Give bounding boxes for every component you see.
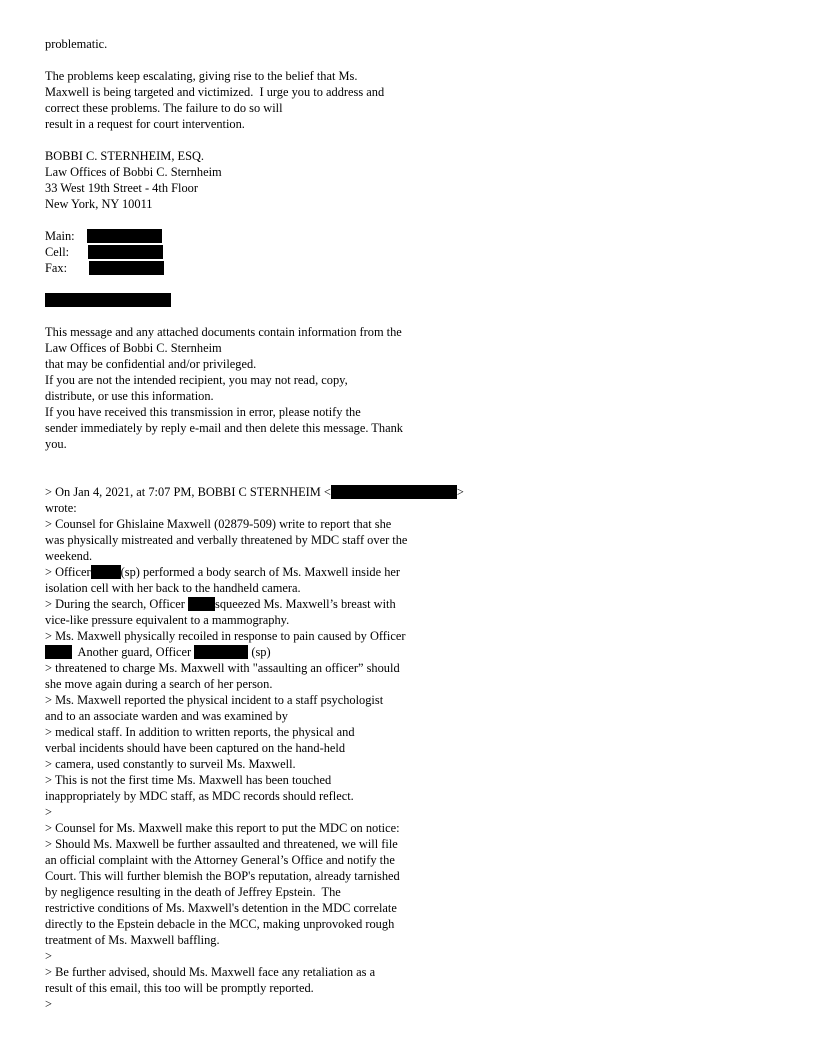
- intro-line: The problems keep escalating, giving rise to the belief that Ms.: [45, 69, 358, 83]
- redaction-box: [87, 229, 162, 243]
- cell-phone-label: Cell:: [45, 245, 70, 259]
- quoted-line: an official complaint with the Attorney General’s Office and notify the: [45, 853, 395, 867]
- quoted-line: [45, 596, 785, 612]
- quoted-line: > This is not the first time Ms. Maxwell has been touched: [45, 773, 332, 787]
- quoted-line: > Should Ms. Maxwell be further assaulted and threatened, we will file: [45, 837, 398, 851]
- email-document: [45, 36, 785, 1012]
- disclaimer-line: If you are not the intended recipient, you may not read, copy,: [45, 373, 348, 387]
- signature-name: BOBBI C. STERNHEIM, ESQ.: [45, 149, 205, 163]
- intro-line: problematic.: [45, 37, 108, 51]
- redaction-box: [331, 485, 457, 499]
- quoted-line: >: [45, 805, 52, 819]
- cell-phone-row: [45, 244, 785, 260]
- quoted-line: > threatened to charge Ms. Maxwell with "assaulting an officer” should: [45, 661, 400, 675]
- quoted-line: >: [45, 997, 52, 1011]
- disclaimer-line: you.: [45, 437, 67, 451]
- redaction-box: [188, 597, 215, 611]
- quoted-line: > Ms. Maxwell physically recoiled in response to pain caused by Officer: [45, 629, 406, 643]
- quoted-header-text: > On Jan 4, 2021, at 7:07 PM, BOBBI C STERNHEIM <: [45, 485, 331, 499]
- quoted-line: inappropriately by MDC staff, as MDC records should reflect.: [45, 789, 354, 803]
- quoted-line: result of this email, this too will be promptly reported.: [45, 981, 314, 995]
- quoted-text: > During the search, Officer: [45, 597, 189, 611]
- quoted-line: weekend.: [45, 549, 93, 563]
- fax-row: [45, 260, 785, 276]
- quoted-line: was physically mistreated and verbally threatened by MDC staff over the: [45, 533, 408, 547]
- quoted-text: (sp) performed a body search of Ms. Maxwell inside her: [120, 565, 401, 579]
- email-redaction-row: [45, 292, 785, 308]
- quoted-line: verbal incidents should have been captured on the hand-held: [45, 741, 346, 755]
- disclaimer-line: distribute, or use this information.: [45, 389, 214, 403]
- disclaimer-line: Law Offices of Bobbi C. Sternheim: [45, 341, 222, 355]
- intro-line: Maxwell is being targeted and victimized. I urge you to address and: [45, 85, 385, 99]
- quoted-line: > Ms. Maxwell reported the physical incident to a staff psychologist: [45, 693, 384, 707]
- quoted-line: treatment of Ms. Maxwell baffling.: [45, 933, 220, 947]
- redaction-box: [89, 261, 164, 275]
- quoted-line: > Counsel for Ghislaine Maxwell (02879-509) write to report that she: [45, 517, 392, 531]
- quoted-line: Court. This will further blemish the BOP's reputation, already tarnished: [45, 869, 400, 883]
- quoted-line: > Counsel for Ms. Maxwell make this report to put the MDC on notice:: [45, 821, 400, 835]
- redaction-box: [88, 245, 163, 259]
- disclaimer-line: sender immediately by reply e-mail and then delete this message. Thank: [45, 421, 403, 435]
- quoted-line: >: [45, 949, 52, 963]
- disclaimer-line: If you have received this transmission in error, please notify the: [45, 405, 361, 419]
- quoted-line: [45, 644, 785, 660]
- quoted-line: directly to the Epstein debacle in the MCC, making unprovoked rough: [45, 917, 395, 931]
- fax-label: Fax:: [45, 261, 68, 275]
- quoted-line: > Be further advised, should Ms. Maxwell face any retaliation as a: [45, 965, 376, 979]
- quoted-line: [45, 564, 785, 580]
- disclaimer-line: This message and any attached documents contain information from the: [45, 325, 402, 339]
- redaction-box: [194, 645, 248, 659]
- quoted-line: restrictive conditions of Ms. Maxwell's detention in the MDC correlate: [45, 901, 397, 915]
- signature-address: 33 West 19th Street - 4th Floor: [45, 181, 198, 195]
- quoted-line: > camera, used constantly to surveil Ms. Maxwell.: [45, 757, 296, 771]
- quoted-line: isolation cell with her back to the handheld camera.: [45, 581, 301, 595]
- disclaimer-line: that may be confidential and/or privileged.: [45, 357, 257, 371]
- quoted-line: wrote:: [45, 501, 77, 515]
- quoted-line: and to an associate warden and was examined by: [45, 709, 288, 723]
- signature-address: New York, NY 10011: [45, 197, 153, 211]
- redaction-box: [45, 645, 72, 659]
- quoted-text: > Officer: [45, 565, 91, 579]
- signature-firm: Law Offices of Bobbi C. Sternheim: [45, 165, 222, 179]
- quoted-line: she move again during a search of her person.: [45, 677, 273, 691]
- redaction-box: [91, 565, 121, 579]
- redaction-box: [45, 293, 171, 307]
- quoted-header-line: [45, 484, 785, 500]
- main-phone-row: [45, 228, 785, 244]
- quoted-text: Another guard, Officer: [72, 645, 195, 659]
- intro-line: correct these problems. The failure to do so will: [45, 101, 283, 115]
- quoted-text: squeezed Ms. Maxwell’s breast with: [215, 597, 396, 611]
- intro-line: result in a request for court intervention.: [45, 117, 245, 131]
- quoted-text: (sp): [248, 645, 271, 659]
- quoted-header-close: >: [456, 485, 464, 499]
- main-phone-label: Main:: [45, 229, 75, 243]
- quoted-line: by negligence resulting in the death of Jeffrey Epstein. The: [45, 885, 341, 899]
- quoted-line: > medical staff. In addition to written reports, the physical and: [45, 725, 355, 739]
- quoted-line: vice-like pressure equivalent to a mammography.: [45, 613, 290, 627]
